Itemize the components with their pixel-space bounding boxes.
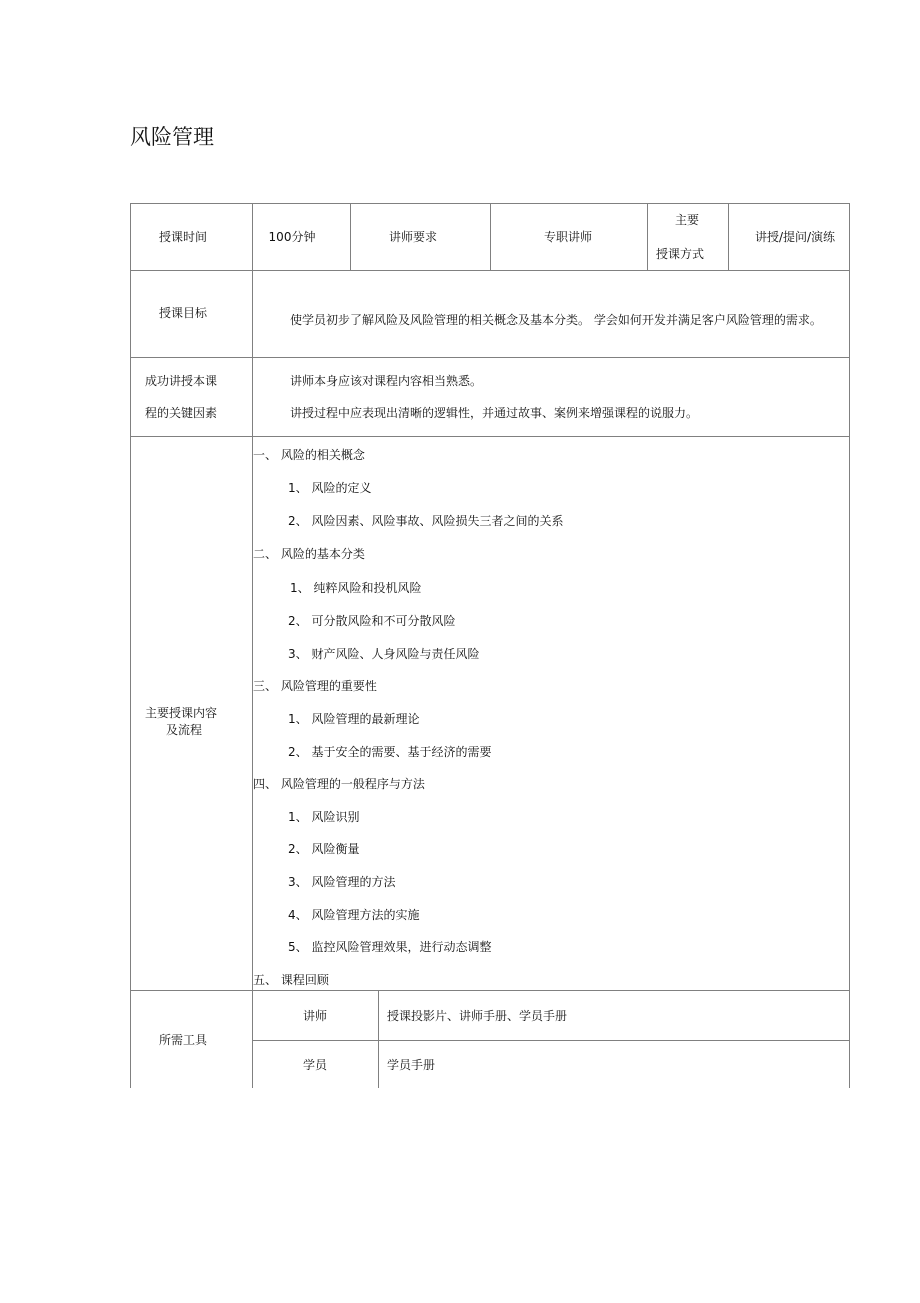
- tools-student-value: 学员手册: [387, 1058, 436, 1072]
- column-divider: [647, 203, 648, 270]
- tools-student-label: 学员: [302, 1058, 328, 1072]
- row-divider: [130, 357, 849, 358]
- outline-section: 三、 风险管理的重要性: [253, 679, 377, 693]
- column-divider: [728, 203, 729, 270]
- outline-section: 一、 风险的相关概念: [253, 448, 365, 462]
- tools-label: 所需工具: [158, 1033, 208, 1047]
- outline-item: 2、 风险衡量: [288, 842, 360, 856]
- outline-section: 二、 风险的基本分类: [253, 547, 365, 561]
- content-label-line1: 主要授课内容: [144, 706, 218, 720]
- tools-teacher-label: 讲师: [302, 1009, 328, 1023]
- outline-item: 2、 基于安全的需要、基于经济的需要: [288, 745, 492, 759]
- outline-item: 5、 监控风险管理效果，进行动态调整: [288, 940, 492, 954]
- outline-item: 2、 风险因素、风险事故、风险损失三者之间的关系: [288, 514, 564, 528]
- outline-section: 五、 课程回顾: [253, 973, 329, 987]
- content-label-line2: 及流程: [165, 723, 203, 737]
- outline-item: 1、 风险管理的最新理论: [288, 712, 420, 726]
- tools-teacher-value: 授课投影片、讲师手册、学员手册: [387, 1009, 568, 1023]
- teacher-req-label: 讲师要求: [388, 230, 438, 244]
- column-divider: [350, 203, 351, 270]
- column-divider: [490, 203, 491, 270]
- method-value: 讲授/提问/演练: [754, 230, 836, 244]
- objective-label: 授课目标: [158, 306, 208, 320]
- outline-item: 3、 财产风险、人身风险与责任风险: [288, 647, 480, 661]
- method-label-line1: 主要: [674, 213, 700, 227]
- outline-item: 3、 风险管理的方法: [288, 875, 396, 889]
- column-divider: [378, 990, 379, 1088]
- time-value: 100分钟: [268, 230, 316, 244]
- column-divider: [252, 203, 253, 1088]
- course-table: [130, 203, 849, 1088]
- outline-item: 1、 风险识别: [288, 810, 360, 824]
- outline-section: 四、 风险管理的一般程序与方法: [253, 777, 425, 791]
- table-border-right: [849, 203, 850, 1088]
- key-factor-line: 讲授过程中应表现出清晰的逻辑性，并通过故事、案例来增强课程的说服力。: [290, 406, 699, 420]
- table-border-left: [130, 203, 131, 1088]
- objective-text: 使学员初步了解风险及风险管理的相关概念及基本分类。 学会如何开发并满足客户风险管理的需求。: [290, 313, 822, 327]
- row-divider: [252, 1040, 849, 1041]
- method-label-line2: 授课方式: [655, 247, 705, 261]
- outline-item: 1、 纯粹风险和投机风险: [290, 581, 422, 595]
- outline-item: 1、 风险的定义: [288, 481, 372, 495]
- page-title: 风险管理: [130, 125, 214, 149]
- key-factor-line: 讲师本身应该对课程内容相当熟悉。: [290, 374, 483, 388]
- row-divider: [130, 436, 849, 437]
- row-divider: [130, 270, 849, 271]
- key-factors-label-line1: 成功讲授本课: [144, 374, 218, 388]
- row-divider: [130, 990, 849, 991]
- key-factors-label-line2: 程的关键因素: [144, 406, 218, 420]
- outline-item: 4、 风险管理方法的实施: [288, 908, 420, 922]
- teacher-req-value: 专职讲师: [543, 230, 593, 244]
- time-label: 授课时间: [158, 230, 208, 244]
- outline-item: 2、 可分散风险和不可分散风险: [288, 614, 456, 628]
